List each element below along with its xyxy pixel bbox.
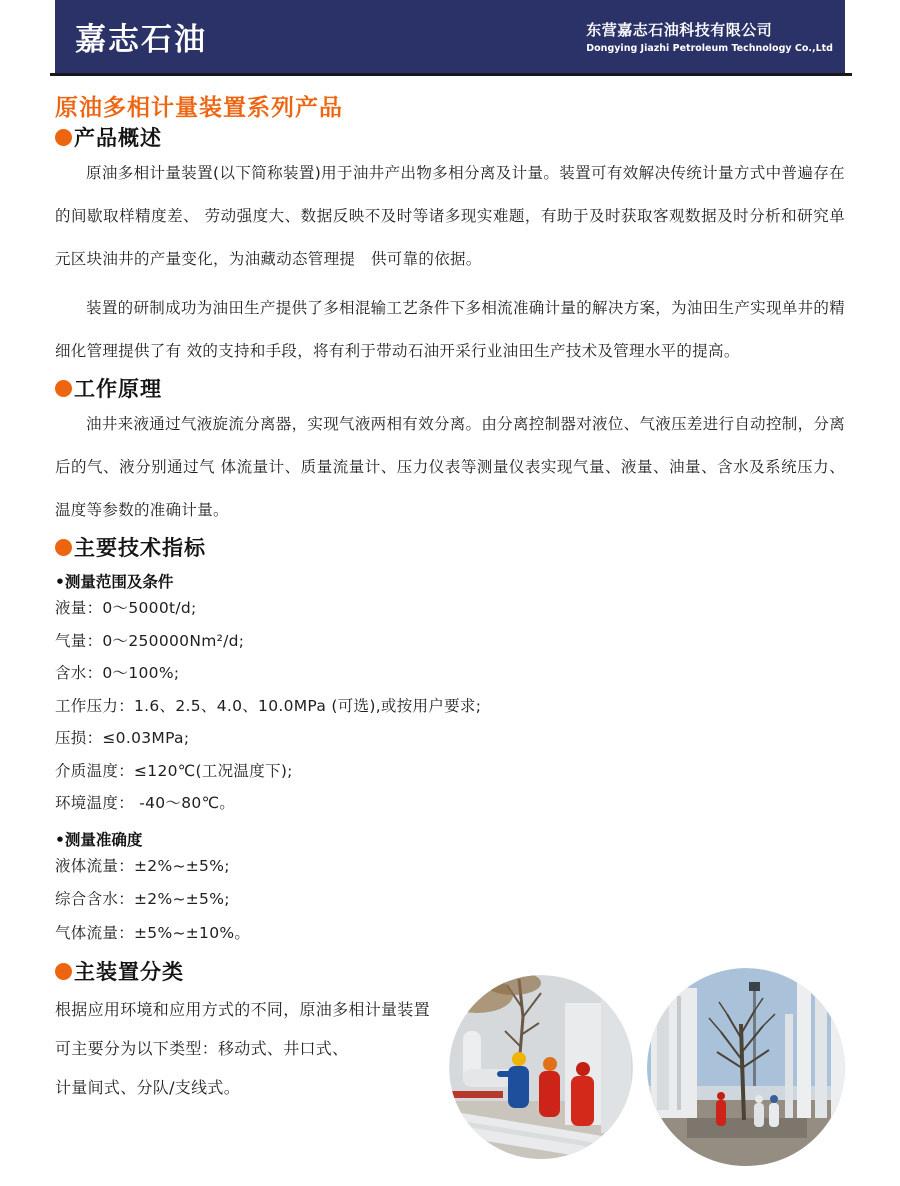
section-heading-classification bbox=[55, 956, 447, 986]
section-classification bbox=[55, 956, 845, 1170]
bullet-icon bbox=[55, 963, 72, 980]
section-heading-text: 主要技术指标 bbox=[74, 536, 206, 560]
company-name-en: Dongying Jiazhi Petroleum Technology Co.,Ltd bbox=[586, 43, 833, 54]
company-name-block bbox=[586, 19, 833, 54]
header-divider bbox=[50, 73, 852, 76]
section-product-overview bbox=[55, 122, 845, 373]
site-photo-equipment-image bbox=[647, 968, 845, 1166]
header-bar bbox=[55, 0, 845, 73]
principle-paragraph: 油井来液通过气液旋流分离器，实现气液两相有效分离。由分离控制器对液位、气液压差进行自动控制，分离后的气、液分别通过气 体流量计、质量流量计、压力仪表等测量仪表实现气量、液量、油量、含水及系统压力、温度等参数的准确计量。 bbox=[55, 415, 845, 519]
spec-item-medium-temp: 介质温度：≤120℃(工况温度下); bbox=[55, 761, 293, 780]
section-heading-principle bbox=[55, 373, 845, 403]
spec-item-liquid-rate: 液量：0～5000t/d; bbox=[55, 599, 197, 617]
company-logo: 嘉志石油 bbox=[75, 22, 207, 58]
classification-text-column bbox=[55, 956, 447, 1170]
page-title: 原油多相计量装置系列产品 bbox=[55, 95, 343, 121]
bullet-icon bbox=[55, 129, 72, 146]
classification-line-2: 可主要分为以下类型：移动式、井口式、 bbox=[55, 1039, 349, 1058]
site-photo-workers bbox=[449, 975, 633, 1163]
classification-line-3: 计量间式、分队/支线式。 bbox=[55, 1078, 240, 1097]
spec-item-gas-flow-accuracy: 气体流量：±5%~±10%。 bbox=[55, 923, 251, 942]
site-photos bbox=[449, 968, 845, 1170]
site-photo-workers-image bbox=[449, 975, 633, 1159]
section-heading-specs bbox=[55, 532, 845, 562]
classification-lines bbox=[55, 990, 447, 1107]
section-heading-text: 主装置分类 bbox=[74, 960, 184, 984]
section-working-principle bbox=[55, 373, 845, 532]
spec-subheading-accuracy: •测量准确度 bbox=[55, 830, 143, 849]
section-heading-overview bbox=[55, 122, 845, 152]
section-heading-text: 产品概述 bbox=[74, 126, 162, 150]
overview-paragraph-2: 装置的研制成功为油田生产提供了多相混输工艺条件下多相流准确计量的解决方案，为油田生产实现单井的精细化管理提供了有 效的支持和手段，将有利于带动石油开采行业油田生产技术及管理水平的提高。 bbox=[55, 299, 845, 360]
spec-list-range bbox=[55, 592, 845, 820]
spec-subheading-range: •测量范围及条件 bbox=[55, 573, 174, 591]
spec-item-liquid-flow-accuracy: 液体流量：±2%~±5%; bbox=[55, 856, 230, 875]
spec-item-water-cut-accuracy: 综合含水：±2%~±5%; bbox=[55, 890, 230, 908]
section-technical-specs bbox=[55, 532, 845, 950]
classification-line-1: 根据应用环境和应用方式的不同，原油多相计量装置 bbox=[55, 1000, 430, 1019]
spec-item-ambient-temp: 环境温度： -40～80℃。 bbox=[55, 794, 236, 812]
section-heading-text: 工作原理 bbox=[74, 377, 162, 401]
spec-list-accuracy bbox=[55, 850, 845, 951]
site-photo-equipment bbox=[647, 968, 845, 1170]
bullet-icon bbox=[55, 380, 72, 397]
bullet-icon bbox=[55, 539, 72, 556]
company-name-cn: 东营嘉志石油科技有限公司 bbox=[586, 21, 773, 39]
spec-item-pressure-loss: 压损：≤0.03MPa; bbox=[55, 729, 190, 747]
spec-item-water-cut: 含水：0～100%; bbox=[55, 664, 180, 682]
overview-paragraph-1: 原油多相计量装置(以下简称装置)用于油井产出物多相分离及计量。装置可有效解决传统计量方式中普遍存在的间歇取样精度差、 劳动强度大、数据反映不及时等诸多现实难题，有助于及时获取客观数据及时分析和研究单元区块油井的产量变化，为油藏动态管理提 供可靠的依据。 bbox=[55, 164, 845, 268]
spec-item-gas-rate: 气量：0～250000Nm²/d; bbox=[55, 631, 245, 650]
document-body bbox=[55, 122, 845, 1170]
spec-item-pressure: 工作压力：1.6、2.5、4.0、10.0MPa (可选),或按用户要求; bbox=[55, 696, 482, 715]
